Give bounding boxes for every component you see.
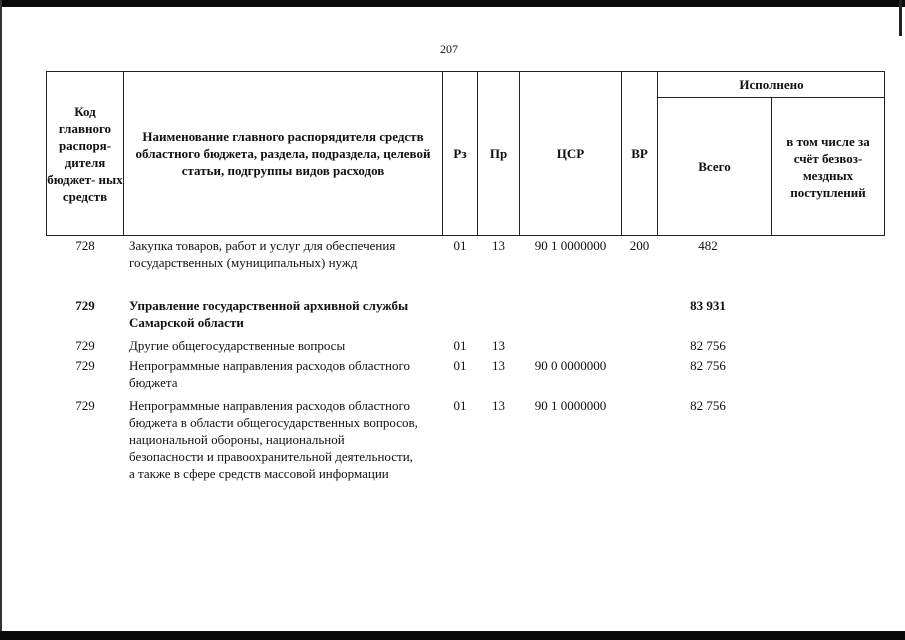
row-pr: 13 <box>492 338 505 353</box>
header-total: Всего <box>698 159 731 174</box>
row-rz: 01 <box>453 358 467 373</box>
header-divider <box>771 97 772 236</box>
row-name: Непрограммные направления расходов областного бюджета в области общегосударственных вопросов, национальной обороны, национальной безопасности и правоохранительной деятельности, а также в сфере средств массовой информации <box>129 398 418 481</box>
row-code: 729 <box>75 298 95 313</box>
scan-border-right <box>899 0 902 36</box>
row-name: Непрограммные направления расходов областного бюджета <box>129 358 410 390</box>
row-pr: 13 <box>492 398 505 413</box>
row-total: 482 <box>698 238 718 253</box>
row-csr: 90 1 0000000 <box>534 398 607 413</box>
header-csr: ЦСР <box>556 146 585 161</box>
row-vr: 200 <box>629 238 650 253</box>
row-csr: 90 1 0000000 <box>534 238 607 253</box>
row-csr: 90 0 0000000 <box>534 358 607 373</box>
row-total: 82 756 <box>690 398 726 413</box>
header-name: Наименование главного распорядителя средств областного бюджета, раздела, подраздела, целевой статьи, подгруппы видов расходов <box>135 129 431 178</box>
scan-border-top <box>0 0 905 7</box>
row-code: 729 <box>75 358 95 373</box>
row-code: 728 <box>75 238 95 253</box>
page-number: 207 <box>440 42 458 56</box>
row-code: 729 <box>75 338 95 353</box>
header-vr: ВР <box>631 146 648 161</box>
row-total: 82 756 <box>690 338 726 353</box>
row-rz: 01 <box>453 338 467 353</box>
header-pr: Пр <box>489 146 508 161</box>
header-rz: Рз <box>453 146 467 161</box>
header-code: Код главного распоря- дителя бюджет- ных средств <box>47 103 123 204</box>
row-name: Управление государственной архивной службы Самарской области <box>129 298 409 330</box>
row-pr: 13 <box>492 358 505 373</box>
row-name: Другие общегосударственные вопросы <box>129 338 346 353</box>
header-divider <box>123 71 124 236</box>
scan-border-left <box>0 0 2 640</box>
row-pr: 13 <box>492 238 505 253</box>
row-code: 729 <box>75 398 95 413</box>
row-total: 83 931 <box>690 298 726 313</box>
row-total: 82 756 <box>690 358 726 373</box>
header-grant: в том числе за счёт безвоз- мездных поступлений <box>786 133 870 200</box>
header-executed: Исполнено <box>739 77 804 92</box>
scan-border-bottom <box>0 631 905 640</box>
row-rz: 01 <box>453 398 467 413</box>
row-name: Закупка товаров, работ и услуг для обеспечения государственных (муниципальных) нужд <box>129 238 396 270</box>
row-rz: 01 <box>453 238 467 253</box>
